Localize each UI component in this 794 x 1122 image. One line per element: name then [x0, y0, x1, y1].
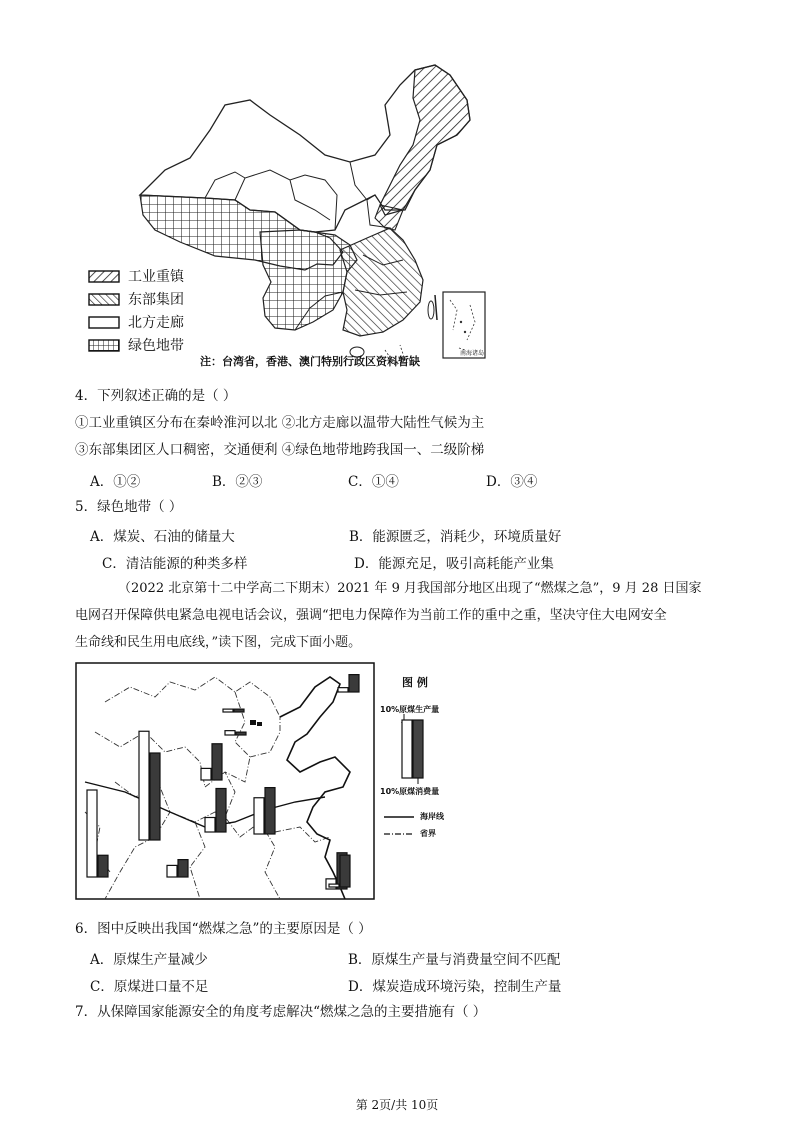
- q4-option-c[interactable]: C．①④: [348, 474, 399, 490]
- map2-legend-bars: [398, 714, 438, 784]
- q7-stem: 7．从保障国家能源安全的角度考虑解决“燃煤之急的主要措施有（ ）: [75, 1004, 487, 1020]
- bar-consumption-4: [265, 788, 275, 834]
- legend-consumption-bar: [413, 720, 423, 778]
- bar-consumption-0: [150, 753, 160, 840]
- map2-legend-lines: [384, 812, 416, 842]
- q4-stem: 4．下列叙述正确的是（ ）: [75, 388, 237, 404]
- passage-line-1: （2022 北京第十二中学高二下期末）2021 年 9 月我国部分地区出现了“燃煤之急”，9 月 28 日国家: [118, 581, 702, 596]
- map1-note: 注：台湾省，香港、澳门特别行政区资料暂缺: [200, 355, 420, 368]
- passage-line-2: 电网召开保障供电紧急电视电话会议，强调“把电力保障作为当前工作的重中之重，坚决守住大电网安全: [75, 608, 667, 623]
- bar-production-7: [223, 709, 233, 712]
- bar-production-1: [87, 790, 97, 877]
- bar-production-10: [329, 884, 339, 887]
- q5-option-b[interactable]: B．能源匮乏，消耗少，环境质量好: [349, 529, 562, 545]
- q4-option-d[interactable]: D．③④: [486, 474, 538, 490]
- passage-line-3: 生命线和民生用电底线，”读下图，完成下面小题。: [75, 635, 362, 650]
- q6-stem: 6．图中反映出我国“燃煤之急”的主要原因是（ ）: [75, 921, 372, 937]
- legend-swatch-north: [89, 317, 119, 328]
- inset-label: 南海诸岛: [460, 350, 485, 357]
- map2-legend-coast: 海岸线: [420, 812, 444, 821]
- legend-swatches: [88, 270, 122, 360]
- bar-production-4: [254, 798, 264, 834]
- legend-swatch-industrial: [89, 271, 119, 282]
- bar-consumption-9: [349, 675, 359, 692]
- bar-production-2: [201, 768, 211, 780]
- map2-legend-bottom: 10%原煤消费量: [380, 787, 440, 796]
- q6-option-c[interactable]: C．原煤进口量不足: [90, 979, 209, 995]
- bar-production-9: [338, 688, 348, 692]
- map2-legend-title: 图 例: [402, 676, 428, 689]
- bar-consumption-8: [236, 732, 246, 735]
- map2-legend-border: 省界: [420, 829, 436, 838]
- q4-option-b[interactable]: B．②③: [212, 474, 263, 490]
- bar-consumption-7: [234, 709, 244, 712]
- map1-legend: [88, 266, 228, 356]
- legend-label-green: 绿色地带: [128, 338, 184, 354]
- bar-consumption-6: [216, 789, 226, 833]
- bar-production-6: [205, 818, 215, 833]
- bar-production-0: [139, 731, 149, 840]
- q5-option-d[interactable]: D．能源充足，吸引高耗能产业集: [354, 556, 554, 572]
- bar-consumption-2: [212, 744, 222, 780]
- q6-option-d[interactable]: D．煤炭造成环境污染，控制生产量: [348, 979, 562, 995]
- legend-swatch-green: [89, 340, 119, 351]
- coal-map: [75, 662, 375, 900]
- bar-production-8: [225, 731, 235, 735]
- bar-consumption-1: [98, 855, 108, 877]
- q4-statements-1: ①工业重镇区分布在秦岭淮河以北 ②北方走廊以温带大陆性气候为主: [75, 415, 485, 431]
- legend-label-east: 东部集团: [128, 292, 184, 308]
- q4-option-a[interactable]: A．①②: [90, 474, 141, 490]
- legend-label-industrial: 工业重镇: [128, 269, 184, 285]
- map2-legend-top: 10%原煤生产量: [380, 705, 440, 714]
- q5-option-c[interactable]: C．清洁能源的种类多样: [102, 556, 248, 572]
- bar-consumption-3: [178, 860, 188, 877]
- bar-consumption-10: [340, 855, 350, 887]
- bar-production-3: [167, 865, 177, 877]
- q6-option-a[interactable]: A．原煤生产量减少: [90, 952, 208, 968]
- q4-statements-2: ③东部集团区人口稠密，交通便利 ④绿色地带地跨我国一、二级阶梯: [75, 442, 485, 458]
- q5-stem: 5．绿色地带（ ）: [75, 499, 183, 515]
- q6-option-b[interactable]: B．原煤生产量与消费量空间不匹配: [348, 952, 561, 968]
- legend-swatch-east: [89, 294, 119, 305]
- legend-production-bar: [402, 720, 412, 778]
- page-footer: 第 2页/共 10页: [355, 1098, 439, 1112]
- q5-option-a[interactable]: A．煤炭、石油的储量大: [90, 529, 235, 545]
- legend-label-north: 北方走廊: [128, 315, 184, 331]
- map2-legend: [380, 674, 490, 864]
